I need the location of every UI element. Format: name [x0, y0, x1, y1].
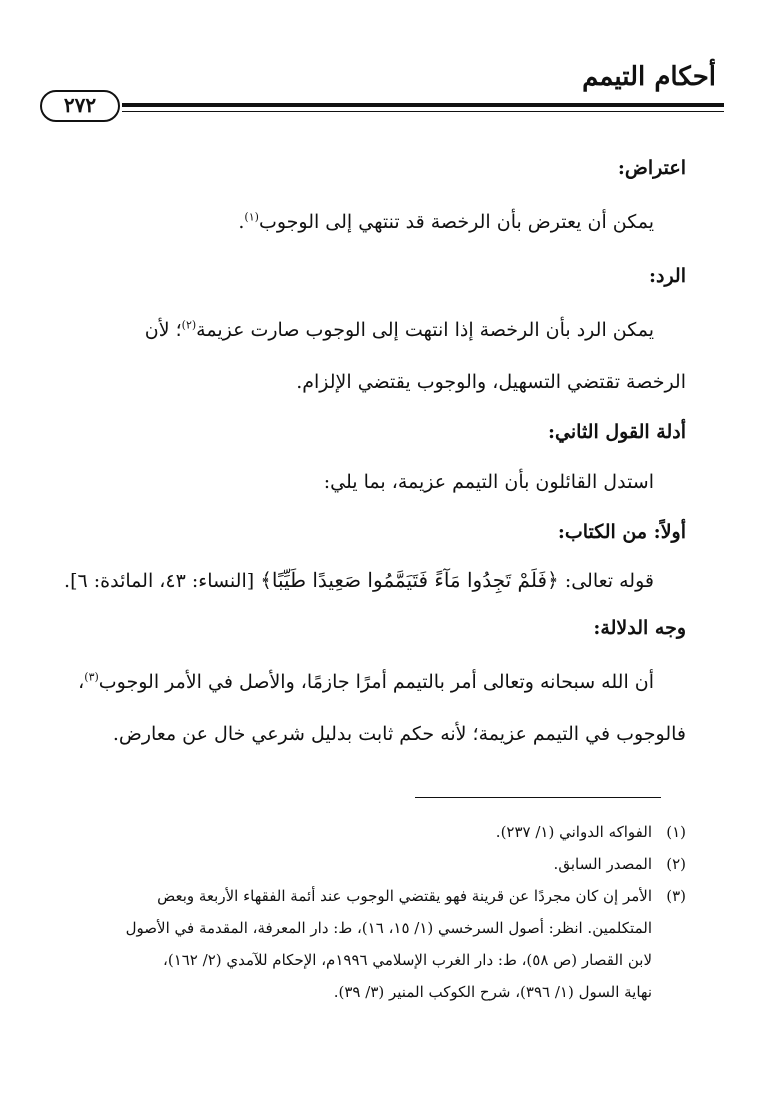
verse-intro: قوله تعالى:	[564, 570, 654, 592]
footnote-number: (٢)	[666, 855, 686, 873]
running-header-title: أحكام التيمم	[582, 62, 716, 92]
footnote-text: المصدر السابق.	[553, 855, 652, 873]
inference-text-1-end: ،	[78, 671, 85, 693]
objection-paragraph	[62, 196, 654, 248]
footnote-ref-2: (٢)	[181, 318, 197, 332]
footnote-3-continuation-line: نهاية السول (١/ ٣٩٦)، شرح الكوكب المنير (٣/ ٣٩).	[333, 983, 652, 1001]
reply-line-1	[62, 304, 654, 356]
objection-heading: اعتراض:	[617, 157, 686, 179]
footnote-3-continuation-line: المتكلمين. انظر: أصول السرخسي (١/ ١٥، ١٦)، ط: دار المعرفة، المقدمة في الأصول	[125, 919, 652, 937]
quran-verse: ﴿فَلَمْ تَجِدُوا مَآءً فَتَيَمَّمُوا صَعِيدًا طَيِّبًا﴾	[260, 568, 559, 592]
evidence-intro: استدل القائلون بأن التيمم عزيمة، بما يلي:	[323, 471, 654, 493]
reply-heading: الرد:	[648, 265, 686, 287]
reply-text-1: يمكن الرد بأن الرخصة إذا انتهت إلى الوجوب صارت عزيمة	[196, 319, 654, 341]
footnote-1	[62, 817, 686, 847]
reply-line-2: الرخصة تقتضي التسهيل، والوجوب يقتضي الإلزام.	[296, 371, 686, 393]
header-rule-thin	[122, 111, 724, 112]
inference-heading: وجه الدلالة:	[593, 617, 686, 639]
page-number: ٢٧٢	[40, 90, 120, 122]
verse-citation: [النساء: ٤٣، المائدة: ٦].	[64, 570, 255, 592]
first-evidence-heading: أولاً: من الكتاب:	[557, 521, 686, 543]
inference-line-1	[62, 656, 654, 708]
footnote-number: (٣)	[666, 887, 686, 905]
header-rule-thick	[122, 103, 724, 107]
footnote-ref-1: (١)	[244, 210, 259, 224]
inference-text-1: أن الله سبحانه وتعالى أمر بالتيمم أمرًا جازمًا، والأصل في الأمر الوجوب	[98, 671, 654, 693]
objection-end: .	[238, 211, 245, 233]
reply-text-2: ؛ لأن	[144, 319, 182, 341]
footnote-2	[62, 849, 686, 879]
footnote-text: الأمر إن كان مجردًا عن قرينة فهو يقتضي الوجوب عند أئمة الفقهاء الأربعة وبعض	[157, 887, 652, 905]
inference-line-2: فالوجوب في التيمم عزيمة؛ لأنه حكم ثابت بدليل شرعي خال عن معارض.	[112, 723, 686, 745]
footnote-ref-3: (٣)	[84, 670, 99, 684]
footnote-3-continuation-line: لابن القصار (ص ٥٨)، ط: دار الغرب الإسلامي ١٩٩٦م، الإحكام للآمدي (٢/ ١٦٢)،	[162, 951, 652, 969]
footnote-text: الفواكه الدواني (١/ ٢٣٧).	[495, 823, 652, 841]
evidence-heading: أدلة القول الثاني:	[548, 421, 686, 443]
footnote-separator	[415, 797, 661, 798]
objection-text: يمكن أن يعترض بأن الرخصة قد تنتهي إلى الوجوب	[258, 211, 654, 233]
verse-line	[62, 554, 654, 607]
footnote-3	[62, 881, 686, 911]
footnote-number: (١)	[666, 823, 686, 841]
